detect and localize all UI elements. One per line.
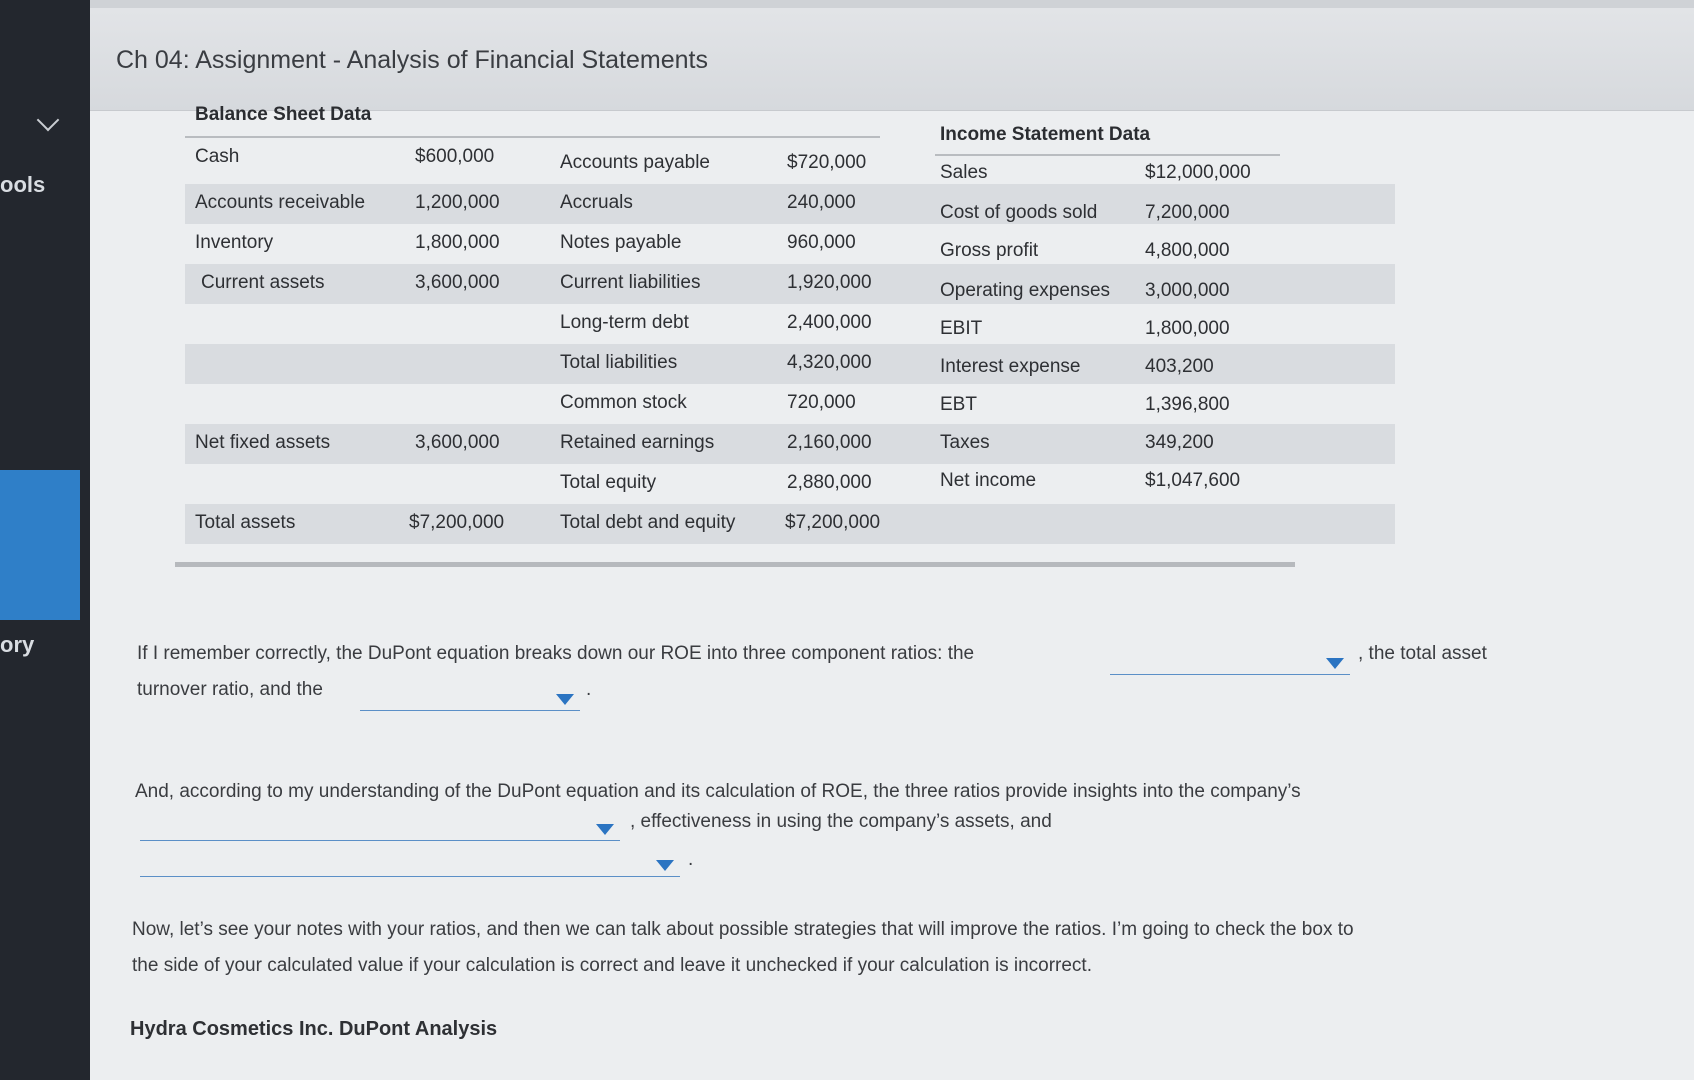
liability-value: 240,000 (787, 192, 856, 213)
paragraph-1-line-2: turnover ratio, and the (137, 679, 323, 700)
paragraph-1-period: . (586, 679, 592, 700)
sidebar-tools-label[interactable]: ools (0, 172, 46, 197)
chevron-down-icon[interactable] (556, 694, 574, 705)
income-value: 1,800,000 (1145, 318, 1230, 339)
asset-value: 3,600,000 (415, 432, 500, 453)
balance-sheet-title: Balance Sheet Data (195, 104, 372, 125)
income-label: Interest expense (940, 356, 1081, 377)
liability-label: Accounts payable (560, 152, 710, 173)
main-panel (90, 0, 1694, 1080)
balance-sheet-rule (185, 136, 880, 138)
income-label: Operating expenses (940, 280, 1111, 301)
chevron-down-icon[interactable] (596, 824, 614, 835)
income-value: 403,200 (1145, 356, 1214, 377)
income-value: 4,800,000 (1145, 240, 1230, 261)
asset-value: 1,200,000 (415, 192, 500, 213)
left-sidebar (0, 0, 90, 1080)
liability-label: Total liabilities (560, 352, 678, 373)
chevron-down-icon[interactable] (1326, 658, 1344, 669)
paragraph-3-line-1: Now, let’s see your notes with your ratios, and then we can talk about possible strategies that will improve the ratios. I’m going to check the box to (132, 919, 1354, 940)
chevron-down-icon[interactable] (656, 860, 674, 871)
paragraph-1-suffix: , the total asset (1358, 643, 1487, 664)
liability-label: Current liabilities (560, 272, 701, 293)
income-label: Net income (940, 470, 1037, 491)
liability-label: Notes payable (560, 232, 682, 253)
dropdown-4[interactable] (140, 852, 680, 877)
income-value: 349,200 (1145, 432, 1214, 453)
dupont-analysis-heading: Hydra Cosmetics Inc. DuPont Analysis (130, 1018, 498, 1040)
liability-value: $7,200,000 (785, 512, 881, 533)
sidebar-history-label[interactable]: ory (0, 632, 35, 657)
income-statement-title: Income Statement Data (940, 124, 1151, 145)
liability-value: $720,000 (787, 152, 867, 173)
dropdown-1[interactable] (1110, 650, 1350, 675)
asset-label: Inventory (195, 232, 274, 253)
income-value: 7,200,000 (1145, 202, 1230, 223)
asset-label: Current assets (201, 272, 325, 293)
table-bottom-rule (175, 562, 1295, 567)
sidebar-active-block (0, 470, 80, 620)
dropdown-3[interactable] (140, 816, 620, 841)
income-label: Gross profit (940, 240, 1039, 261)
paragraph-2-period: . (688, 849, 694, 870)
page-title: Ch 04: Assignment - Analysis of Financial Statements (116, 46, 708, 74)
liability-label: Total equity (560, 472, 657, 493)
income-value: 1,396,800 (1145, 394, 1230, 415)
income-label: Sales (940, 162, 988, 183)
income-label: Taxes (940, 432, 990, 453)
income-label: Cost of goods sold (940, 202, 1098, 223)
income-value: $1,047,600 (1145, 470, 1241, 491)
liability-label: Common stock (560, 392, 687, 413)
asset-label: Accounts receivable (195, 192, 366, 213)
liability-label: Long-term debt (560, 312, 689, 333)
income-value: $12,000,000 (1145, 162, 1251, 183)
top-strip (90, 0, 1694, 8)
asset-value: $600,000 (415, 146, 495, 167)
title-bar (90, 0, 1694, 111)
paragraph-2-line-2: , effectiveness in using the company’s assets, and (630, 811, 1052, 832)
liability-value: 4,320,000 (787, 352, 872, 373)
asset-label: Cash (195, 146, 240, 167)
paragraph-1-line-1: If I remember correctly, the DuPont equation breaks down our ROE into three component ratios: the (137, 643, 975, 664)
financial-data-table (185, 98, 1395, 578)
liability-label: Accruals (560, 192, 633, 213)
asset-value: 3,600,000 (415, 272, 500, 293)
income-statement-rule (935, 154, 1280, 156)
income-label: EBIT (940, 318, 983, 339)
paragraph-2-line-1: And, according to my understanding of the DuPont equation and its calculation of ROE, the three ratios provide insights into the company’s (135, 781, 1301, 802)
liability-value: 960,000 (787, 232, 856, 253)
liability-value: 2,160,000 (787, 432, 872, 453)
liability-value: 720,000 (787, 392, 856, 413)
chevron-down-icon[interactable] (37, 109, 60, 132)
dropdown-2[interactable] (360, 686, 580, 711)
asset-value: 1,800,000 (415, 232, 500, 253)
asset-label: Net fixed assets (195, 432, 331, 453)
asset-label: Total assets (195, 512, 296, 533)
income-label: EBT (940, 394, 977, 415)
liability-label: Total debt and equity (560, 512, 736, 533)
liability-value: 2,400,000 (787, 312, 872, 333)
asset-value: $7,200,000 (409, 512, 505, 533)
income-value: 3,000,000 (1145, 280, 1230, 301)
liability-value: 2,880,000 (787, 472, 872, 493)
paragraph-3-line-2: the side of your calculated value if your calculation is correct and leave it unchecked if your calculation is incorrect. (132, 955, 1092, 976)
liability-value: 1,920,000 (787, 272, 872, 293)
liability-label: Retained earnings (560, 432, 715, 453)
